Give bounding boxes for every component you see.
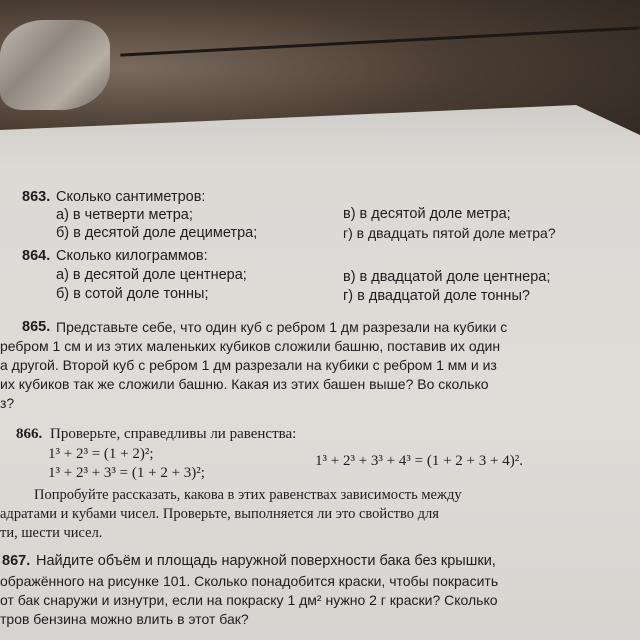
problem-864-b: б) в сотой доле тонны; — [56, 286, 209, 302]
problem-865-line-4: их кубиков так же сложили башню. Какая из этих башен выше? Во сколько — [0, 376, 489, 392]
equation-2: 1³ + 2³ + 3³ = (1 + 2 + 3)²; — [48, 465, 205, 481]
problem-866-number: 866. — [16, 426, 43, 442]
problem-863-v: в) в десятой доле метра; — [343, 206, 511, 222]
equation-1: 1³ + 2³ = (1 + 2)²; — [48, 446, 154, 462]
problem-864-title: Сколько килограммов: — [56, 248, 208, 264]
problem-866-line-3: ти, шести чисел. — [0, 525, 103, 541]
problem-867-line-2: ображённого на рисунке 101. Сколько понадобится краски, чтобы покрасить — [0, 573, 499, 589]
problem-864-number: 864. — [22, 248, 51, 264]
crumpled-paper — [0, 20, 110, 110]
problem-865-line-5: з? — [0, 395, 15, 411]
problem-863-a: а) в четверти метра; — [56, 207, 193, 223]
problem-867-line-1: Найдите объём и площадь наружной поверхности бака без крышки, — [36, 553, 496, 569]
cable — [120, 26, 639, 56]
problem-866-title: Проверьте, справедливы ли равенства: — [50, 426, 297, 442]
problem-865-number: 865. — [22, 319, 51, 335]
equation-3: 1³ + 2³ + 3³ + 4³ = (1 + 2 + 3 + 4)². — [315, 453, 523, 469]
problem-865-line-2: ребром 1 см и из этих маленьких кубиков сложили башню, поставив их один — [0, 338, 501, 354]
problem-867-number: 867. — [2, 553, 31, 569]
problem-865-line-1: Представьте себе, что один куб с ребром 1 дм разрезали на кубики с — [56, 319, 508, 335]
problem-864-a: а) в десятой доле центнера; — [56, 267, 247, 283]
problem-867-line-4: тров бензина можно влить в этот бак? — [0, 611, 249, 627]
problem-864-g: г) в двадцатой доле тонны? — [343, 288, 530, 304]
problem-863-number: 863. — [22, 189, 51, 205]
problem-863-b: б) в десятой доле дециметра; — [56, 225, 258, 241]
problem-863-g: г) в двадцать пятой доле метра? — [343, 225, 556, 241]
problem-864-v: в) в двадцатой доле центнера; — [343, 269, 551, 285]
problem-866-line-2: адратами и кубами чисел. Проверьте, выполняется ли это свойство для — [0, 506, 439, 522]
problem-863-title: Сколько сантиметров: — [56, 189, 206, 205]
problem-865-line-3: а другой. Второй куб с ребром 1 дм разрезали на кубики с ребром 1 мм и из — [0, 357, 497, 373]
problem-866-line-1: Попробуйте рассказать, какова в этих равенствах зависимость между — [34, 487, 462, 503]
problem-867-line-3: от бак снаружи и изнутри, если на покраску 1 дм² нужно 2 г краски? Сколько — [0, 592, 498, 608]
